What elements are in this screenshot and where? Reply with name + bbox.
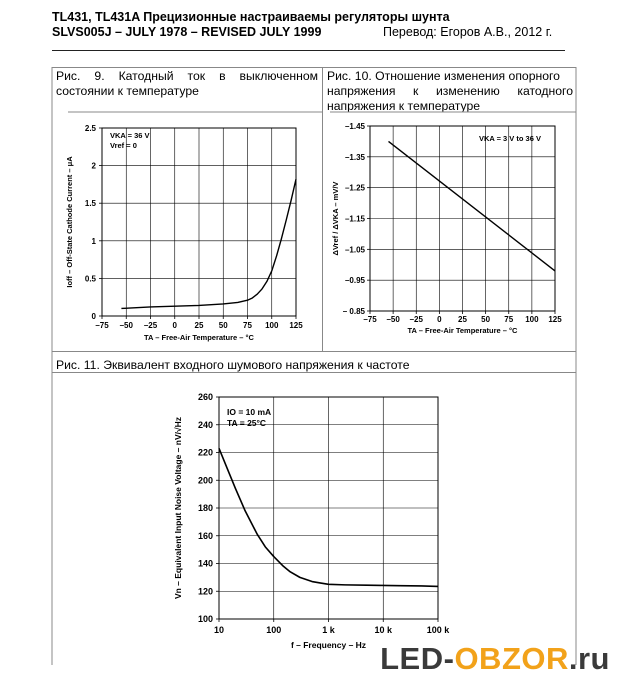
y-tick-label: –1.05: [344, 245, 365, 255]
y-tick-label: 2: [91, 161, 96, 171]
y-tick-label: 180: [197, 503, 213, 513]
translation-credit: Перевод: Егоров А.В., 2012 г.: [383, 25, 553, 39]
y-tick-label: 260: [197, 392, 213, 402]
x-tick-label: –50: [119, 321, 133, 330]
chart-fig11: [173, 392, 450, 650]
y-tick-label: 160: [197, 530, 213, 541]
x-tick-label: 100: [265, 321, 279, 330]
x-tick-label: 125: [289, 321, 303, 330]
y-axis-title: Ioff – Off-State Cathode Current – μA: [65, 156, 74, 288]
fig10-caption-line2: напряжения к изменению катодного: [327, 84, 573, 98]
y-axis-title: Vn – Equivalent Input Noise Voltage – nV/√Hz: [173, 416, 183, 600]
x-tick-label: 125: [548, 315, 562, 324]
fig9-caption-line1: Рис. 9. Катодный ток в выключенном: [56, 69, 318, 83]
x-tick-label: 50: [218, 321, 228, 330]
x-tick-label: 50: [481, 315, 491, 324]
condition-label: VKA = 36 V: [110, 131, 150, 140]
x-tick-label: –75: [95, 321, 109, 330]
condition-label: VKA = 3 V to 36 V: [478, 134, 541, 143]
x-tick-label: 100 k: [426, 625, 450, 635]
series-line: [389, 141, 556, 271]
x-tick-label: –25: [143, 321, 158, 330]
x-tick-label: –75: [363, 315, 377, 324]
fig9-caption-line2: состоянии к температуре: [56, 84, 199, 98]
y-tick-label: 140: [197, 558, 213, 569]
condition-label: TA = 25°C: [227, 418, 267, 428]
y-tick-label: 2.5: [84, 124, 96, 133]
fig10-caption-line3: напряжения к температуре: [327, 99, 481, 113]
fig10-caption-line1: Рис. 10. Отношение изменения опорного: [327, 69, 560, 83]
x-tick-label: 1 k: [322, 625, 335, 635]
chart-fig10: [331, 122, 562, 335]
x-tick-label: 0: [172, 321, 177, 330]
y-tick-label: 0.5: [84, 274, 96, 284]
x-tick-label: 75: [243, 321, 252, 330]
watermark-part2: OBZOR: [454, 641, 569, 676]
chart-fig9: [65, 124, 303, 342]
watermark-part1: LED-: [380, 641, 455, 676]
y-axis-title: ΔVref / ΔVKA – mV/V: [331, 181, 340, 256]
x-axis-title: f – Frequency – Hz: [290, 640, 367, 650]
y-tick-label: 240: [197, 419, 213, 430]
x-tick-label: 10 k: [374, 625, 393, 635]
doc-title: TL431, TL431A Прецизионные настраиваемы регуляторы шунта: [52, 10, 450, 24]
y-tick-label: 1: [91, 236, 96, 246]
y-tick-label: 0: [91, 312, 96, 321]
condition-label: Vref = 0: [110, 141, 137, 150]
y-tick-label: –1.25: [344, 183, 365, 193]
x-tick-label: 100: [266, 625, 282, 635]
x-tick-label: –25: [409, 315, 423, 324]
condition-label: IO = 10 mA: [227, 407, 272, 417]
y-tick-label: 120: [197, 586, 213, 597]
x-tick-label: –50: [386, 315, 400, 324]
y-tick-label: 200: [197, 475, 213, 486]
x-axis-title: TA – Free-Air Temperature – °C: [407, 326, 518, 335]
x-tick-label: 0: [437, 315, 442, 324]
doc-id: SLVS005J – JULY 1978 – REVISED JULY 1999: [52, 25, 322, 39]
fig11-caption: Рис. 11. Эквивалент входного шумового напряжения к частоте: [56, 358, 410, 372]
y-tick-label: –1.35: [344, 152, 365, 162]
y-tick-label: 100: [197, 614, 213, 624]
watermark-part3: .ru: [568, 641, 610, 676]
x-tick-label: 100: [525, 315, 539, 324]
x-tick-label: 25: [458, 315, 467, 324]
x-tick-label: 25: [194, 321, 204, 330]
y-tick-label: 1.5: [84, 199, 96, 209]
x-tick-label: 75: [504, 315, 514, 324]
y-tick-label: –1.15: [344, 214, 365, 224]
x-tick-label: 10: [213, 625, 225, 635]
series-line: [121, 179, 296, 308]
x-axis-title: TA – Free-Air Temperature – °C: [144, 333, 254, 342]
y-tick-label: –0.95: [344, 276, 365, 286]
site-watermark: [380, 641, 610, 677]
y-tick-label: – 0.85: [342, 307, 365, 316]
y-tick-label: –1.45: [344, 122, 365, 131]
y-tick-label: 220: [197, 447, 213, 458]
